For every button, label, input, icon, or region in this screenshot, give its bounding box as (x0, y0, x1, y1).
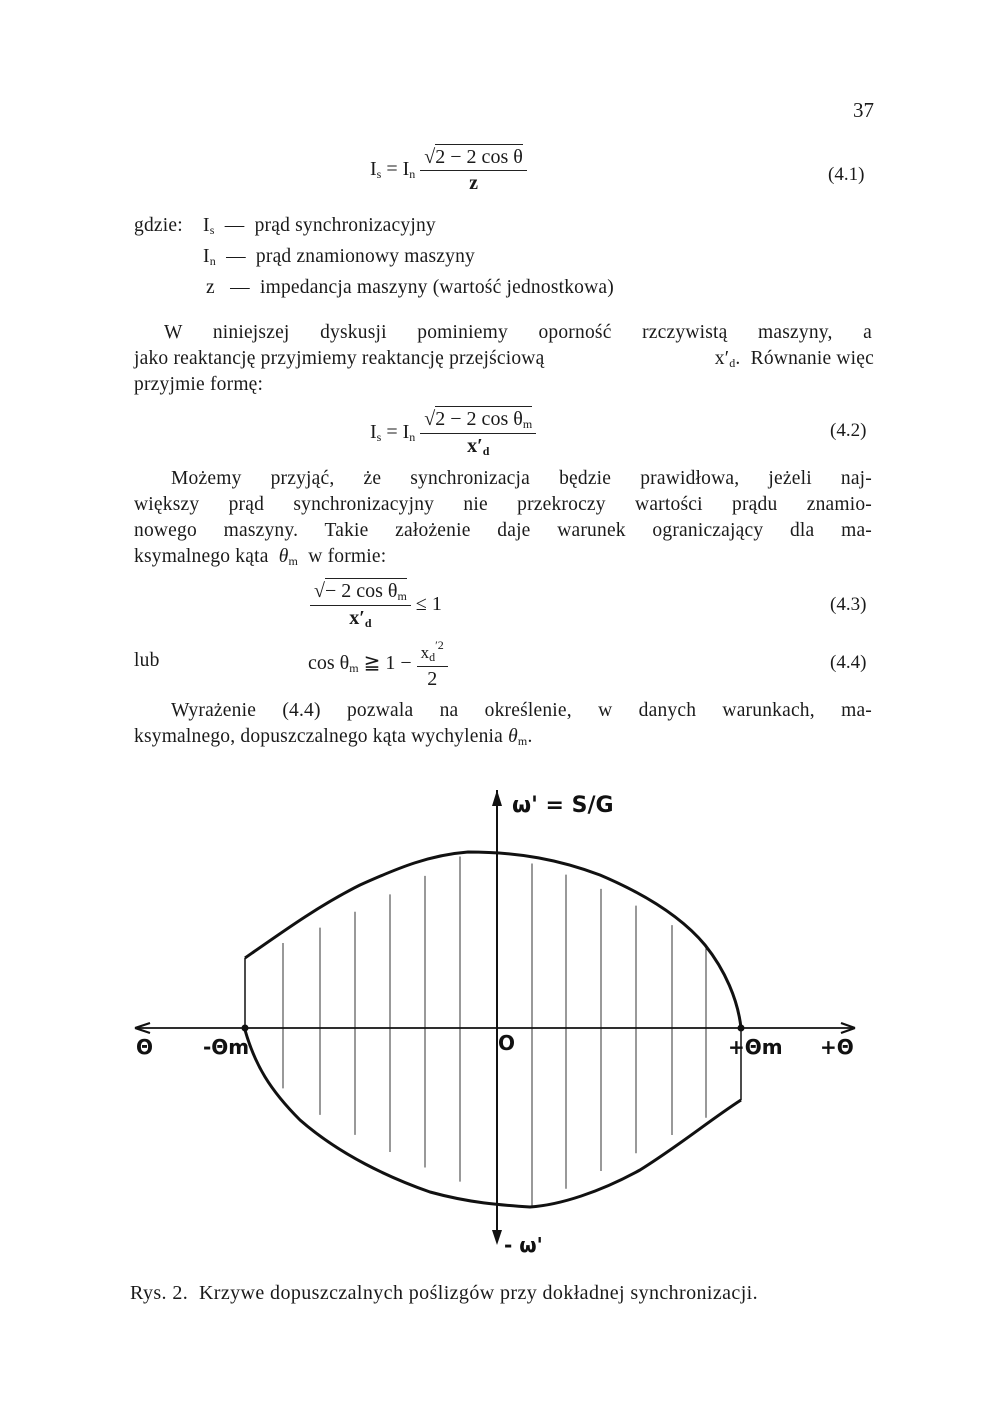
equation-4-4: $\cos \theta_m$ ≧ 1 − $\frac{x_d^{'2}}{2}$ (308, 638, 448, 691)
equation-number-4-3: (4.3) (830, 594, 867, 615)
y-axis-bottom-label: - ω' (504, 1233, 543, 1257)
para2-line: nowego maszyny. Takie założenie daje warunek ograniczający dla ma- (134, 520, 872, 541)
legend-item: $I_s$ — prąd synchronizacyjny (203, 215, 436, 237)
x-axis-left-label: Θ (136, 1035, 154, 1059)
eq41-lhs: I (370, 158, 377, 181)
para1-line: przyjmie formę: (134, 374, 264, 395)
eq41-numerator: 2 − 2 cos θ (435, 146, 523, 168)
y-axis-down-arrow (492, 1230, 502, 1245)
caption-prefix: Rys. 2. (130, 1282, 189, 1304)
equation-number-4-2: (4.2) (830, 420, 867, 441)
pos-limit-point (738, 1025, 745, 1032)
figure-caption (130, 1282, 758, 1305)
neg-limit-label: -Θm (203, 1035, 250, 1059)
legend-intro: gdzie: (134, 215, 183, 236)
para2-line: Możemy przyjąć, że synchronizacja będzie prawidłowa, jeżeli naj- (171, 468, 872, 489)
equation-4-1: $I_s = I_n$ $\frac{\text{√2 − 2 cos θ}}{z}$ (370, 146, 527, 195)
neg-limit-point (242, 1025, 249, 1032)
eq43-fraction: $\frac{√- 2 \cos \theta_m}{x'_d}$ (310, 580, 411, 631)
y-axis-up-arrow (492, 790, 502, 806)
upper-curve (245, 852, 741, 1028)
eq44-prefix: lub (134, 650, 160, 671)
equation-number-4-4: (4.4) (830, 652, 867, 673)
legend-item: z — impedancja maszyny (wartość jednostkowa) (206, 277, 614, 298)
para2-line: ksymalnego kąta $\theta_m$ w formie: (134, 546, 387, 568)
equation-number-4-1: (4.1) (828, 164, 865, 185)
lower-curve (245, 1030, 741, 1207)
eq41-denominator: z (469, 172, 478, 194)
y-axis-top-label: ω' = S/G (512, 793, 614, 818)
para2-line: większy prąd synchronizacyjny nie przekroczy wartości prądu znamio- (134, 494, 872, 515)
origin-label: O (498, 1031, 516, 1055)
caption-text: Krzywe dopuszczalnych poślizgów przy dokładnej synchronizacji. (198, 1282, 759, 1304)
pos-limit-label: +Θm (728, 1035, 783, 1059)
page-number: 37 (853, 98, 874, 122)
equation-4-3: $\frac{√- 2 \cos \theta_m}{x'_d}$ ≤ 1 (310, 580, 442, 631)
para1-line: jako reaktancję przyjmiemy reaktancję przejściową $x'_d$. Równanie więc (134, 348, 874, 370)
para1-line: W niniejszej dyskusji pominiemy oporność rzczywistą maszyny, a (164, 322, 872, 343)
eq44-fraction: $\frac{x_d^{'2}}{2}$ (417, 638, 448, 691)
legend-item: $I_n$ — prąd znamionowy maszyny (203, 246, 475, 268)
para3-line: ksymalnego, dopuszczalnego kąta wychylenia $\theta_m$. (134, 726, 533, 748)
eq42-fraction: $\frac{√2 - 2 \cos \theta_m}{x'_d}$ (420, 408, 536, 459)
eq41-fraction: $\frac{\text{√2 − 2 cos θ}}{z}$ (420, 146, 527, 195)
equation-4-2: $I_s = I_n$ $\frac{√2 - 2 \cos \theta_m}{x'_d}$ (370, 408, 536, 459)
x-axis-right-label: +Θ (820, 1035, 854, 1059)
para3-line: Wyrażenie (4.4) pozwala na określenie, w danych warunkach, ma- (171, 700, 872, 721)
